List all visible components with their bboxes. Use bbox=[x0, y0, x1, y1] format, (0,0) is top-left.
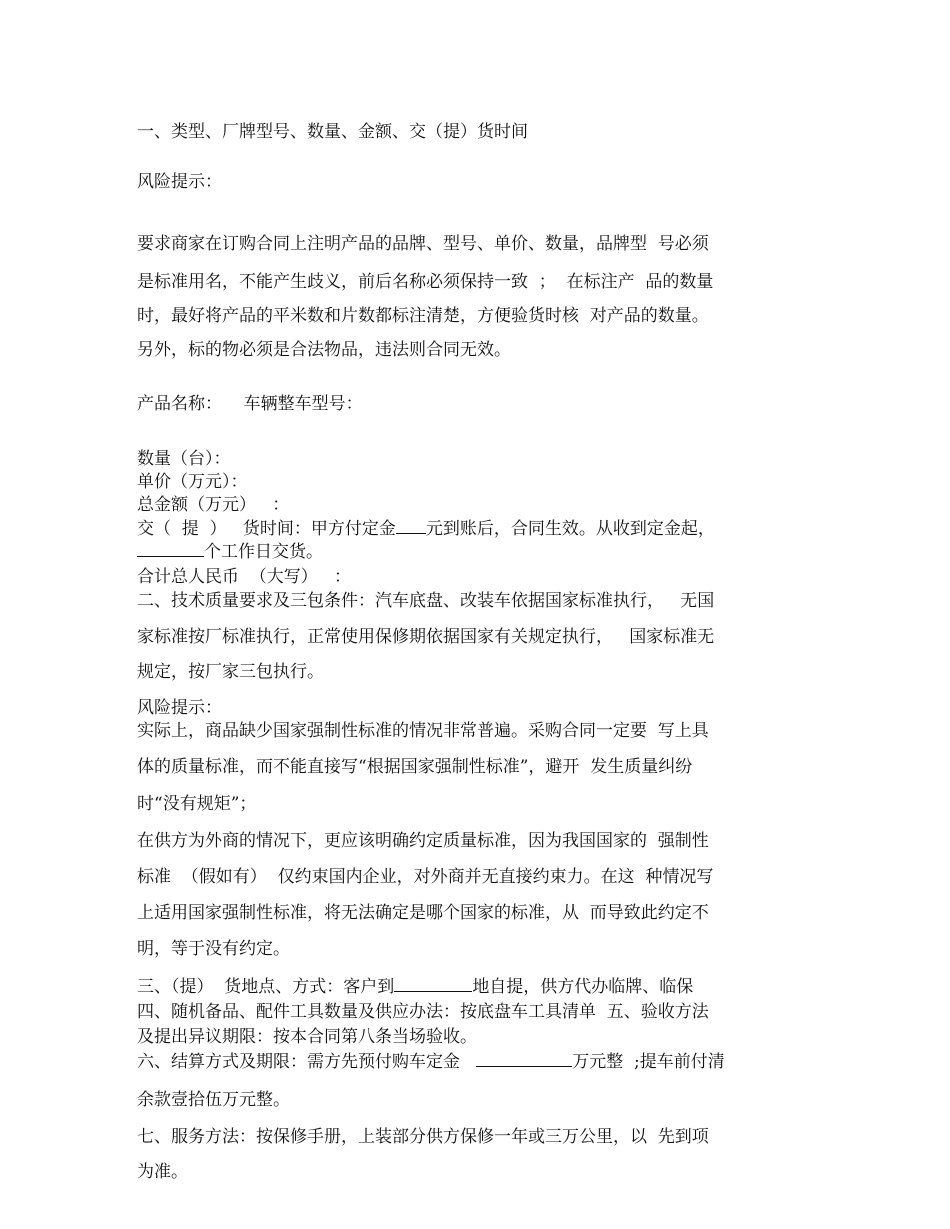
delivery-time-text-pre: 交（ 提 ） 货时间：甲方付定金 bbox=[137, 519, 396, 539]
section-3-text-pre: 三、（提） 货地点、方式：客户到 bbox=[137, 977, 395, 997]
deposit-amount-blank bbox=[396, 518, 426, 534]
deposit-wan-blank bbox=[476, 1051, 572, 1067]
section-2-line-3: 规定，按厂家三包执行。 bbox=[137, 662, 324, 682]
section-6-text-pre: 六、结算方式及期限：需方先预付购车定金 bbox=[137, 1052, 477, 1072]
working-days-blank bbox=[137, 541, 204, 557]
section-7-line-2: 为准。 bbox=[137, 1162, 188, 1182]
section-1-heading: 一、类型、厂牌型号、数量、金额、交（提）货时间 bbox=[137, 122, 528, 142]
risk-text-1-line-1: 要求商家在订购合同上注明产品的品牌、型号、单价、数量，品牌型 号必须 bbox=[137, 234, 709, 254]
risk-text-3-line-2: 标准 （假如有） 仅约束国内企业，对外商并无直接约束力。在这 种情况写 bbox=[137, 867, 714, 887]
risk-text-1-line-2: 是标准用名，不能产生歧义，前后名称必须保持一致 ； 在标注产 品的数量 bbox=[137, 272, 714, 292]
section-4-line-2: 及提出异议期限：按本合同第八条当场验收。 bbox=[137, 1027, 477, 1047]
product-name-line: 产品名称： 车辆整车型号： bbox=[137, 394, 363, 414]
risk-text-3-line-1: 在供方为外商的情况下，更应该明确约定质量标准，因为我国国家的 强制性 bbox=[137, 831, 709, 851]
risk-text-3-line-4: 明，等于没有约定。 bbox=[137, 939, 290, 959]
section-4-line-1: 四、随机备品、配件工具数量及供应办法：按底盘车工具清单 五、验收方法 bbox=[137, 1002, 709, 1022]
risk-text-3-line-3: 上适用国家强制性标准，将无法确定是哪个国家的标准，从 而导致此约定不 bbox=[137, 903, 709, 923]
section-3-text-post: 地自提，供方代办临牌、临保 bbox=[472, 977, 694, 997]
section-2-line-1: 二、技术质量要求及三包条件：汽车底盘、改装车依据国家标准执行， 无国 bbox=[137, 591, 715, 611]
section-2-line-2: 家标准按厂标准执行，正常使用保修期依据国家有关规定执行， 国家标准无 bbox=[137, 627, 715, 647]
total-amount-line: 总金额（万元） ： bbox=[137, 495, 290, 515]
risk-text-1-line-4: 另外，标的物必须是合法物品，违法则合同无效。 bbox=[137, 340, 511, 360]
pickup-location-blank bbox=[394, 976, 472, 992]
section-6-line-2: 余款壹拾伍万元整。 bbox=[137, 1090, 290, 1110]
unit-price-line: 单价（万元）： bbox=[137, 472, 248, 492]
delivery-time-line bbox=[137, 518, 715, 540]
section-3-line bbox=[137, 976, 693, 998]
risk-text-2-line-2: 体的质量标准，而不能直接写“根据国家强制性标准”，避开 发生质量纠纷 bbox=[137, 757, 693, 777]
section-7-line-1: 七、服务方法：按保修手册，上装部分供方保修一年或三万公里，以 先到项 bbox=[137, 1127, 709, 1147]
quantity-line: 数量（台）： bbox=[137, 449, 231, 469]
risk-label-2: 风险提示： bbox=[137, 698, 222, 718]
delivery-days-line bbox=[137, 541, 323, 563]
risk-label-1: 风险提示： bbox=[137, 172, 222, 192]
section-6-line-1 bbox=[137, 1051, 725, 1073]
risk-text-1-line-3: 时，最好将产品的平米数和片数都标注清楚，方便验货时核 对产品的数量。 bbox=[137, 306, 709, 326]
delivery-time-text-mid: 元到账后，合同生效。从收到定金起， bbox=[425, 519, 715, 539]
delivery-days-text: 个工作日交货。 bbox=[204, 542, 323, 562]
rmb-total-line: 合计总人民币 （大写） ： bbox=[137, 567, 352, 587]
section-6-text-post: 万元整 ;提车前付清 bbox=[572, 1052, 725, 1072]
risk-text-2-line-1: 实际上，商品缺少国家强制性标准的情况非常普遍。采购合同一定要 写上具 bbox=[137, 721, 709, 741]
risk-text-2-line-3: 时“没有规矩”； bbox=[137, 794, 257, 814]
